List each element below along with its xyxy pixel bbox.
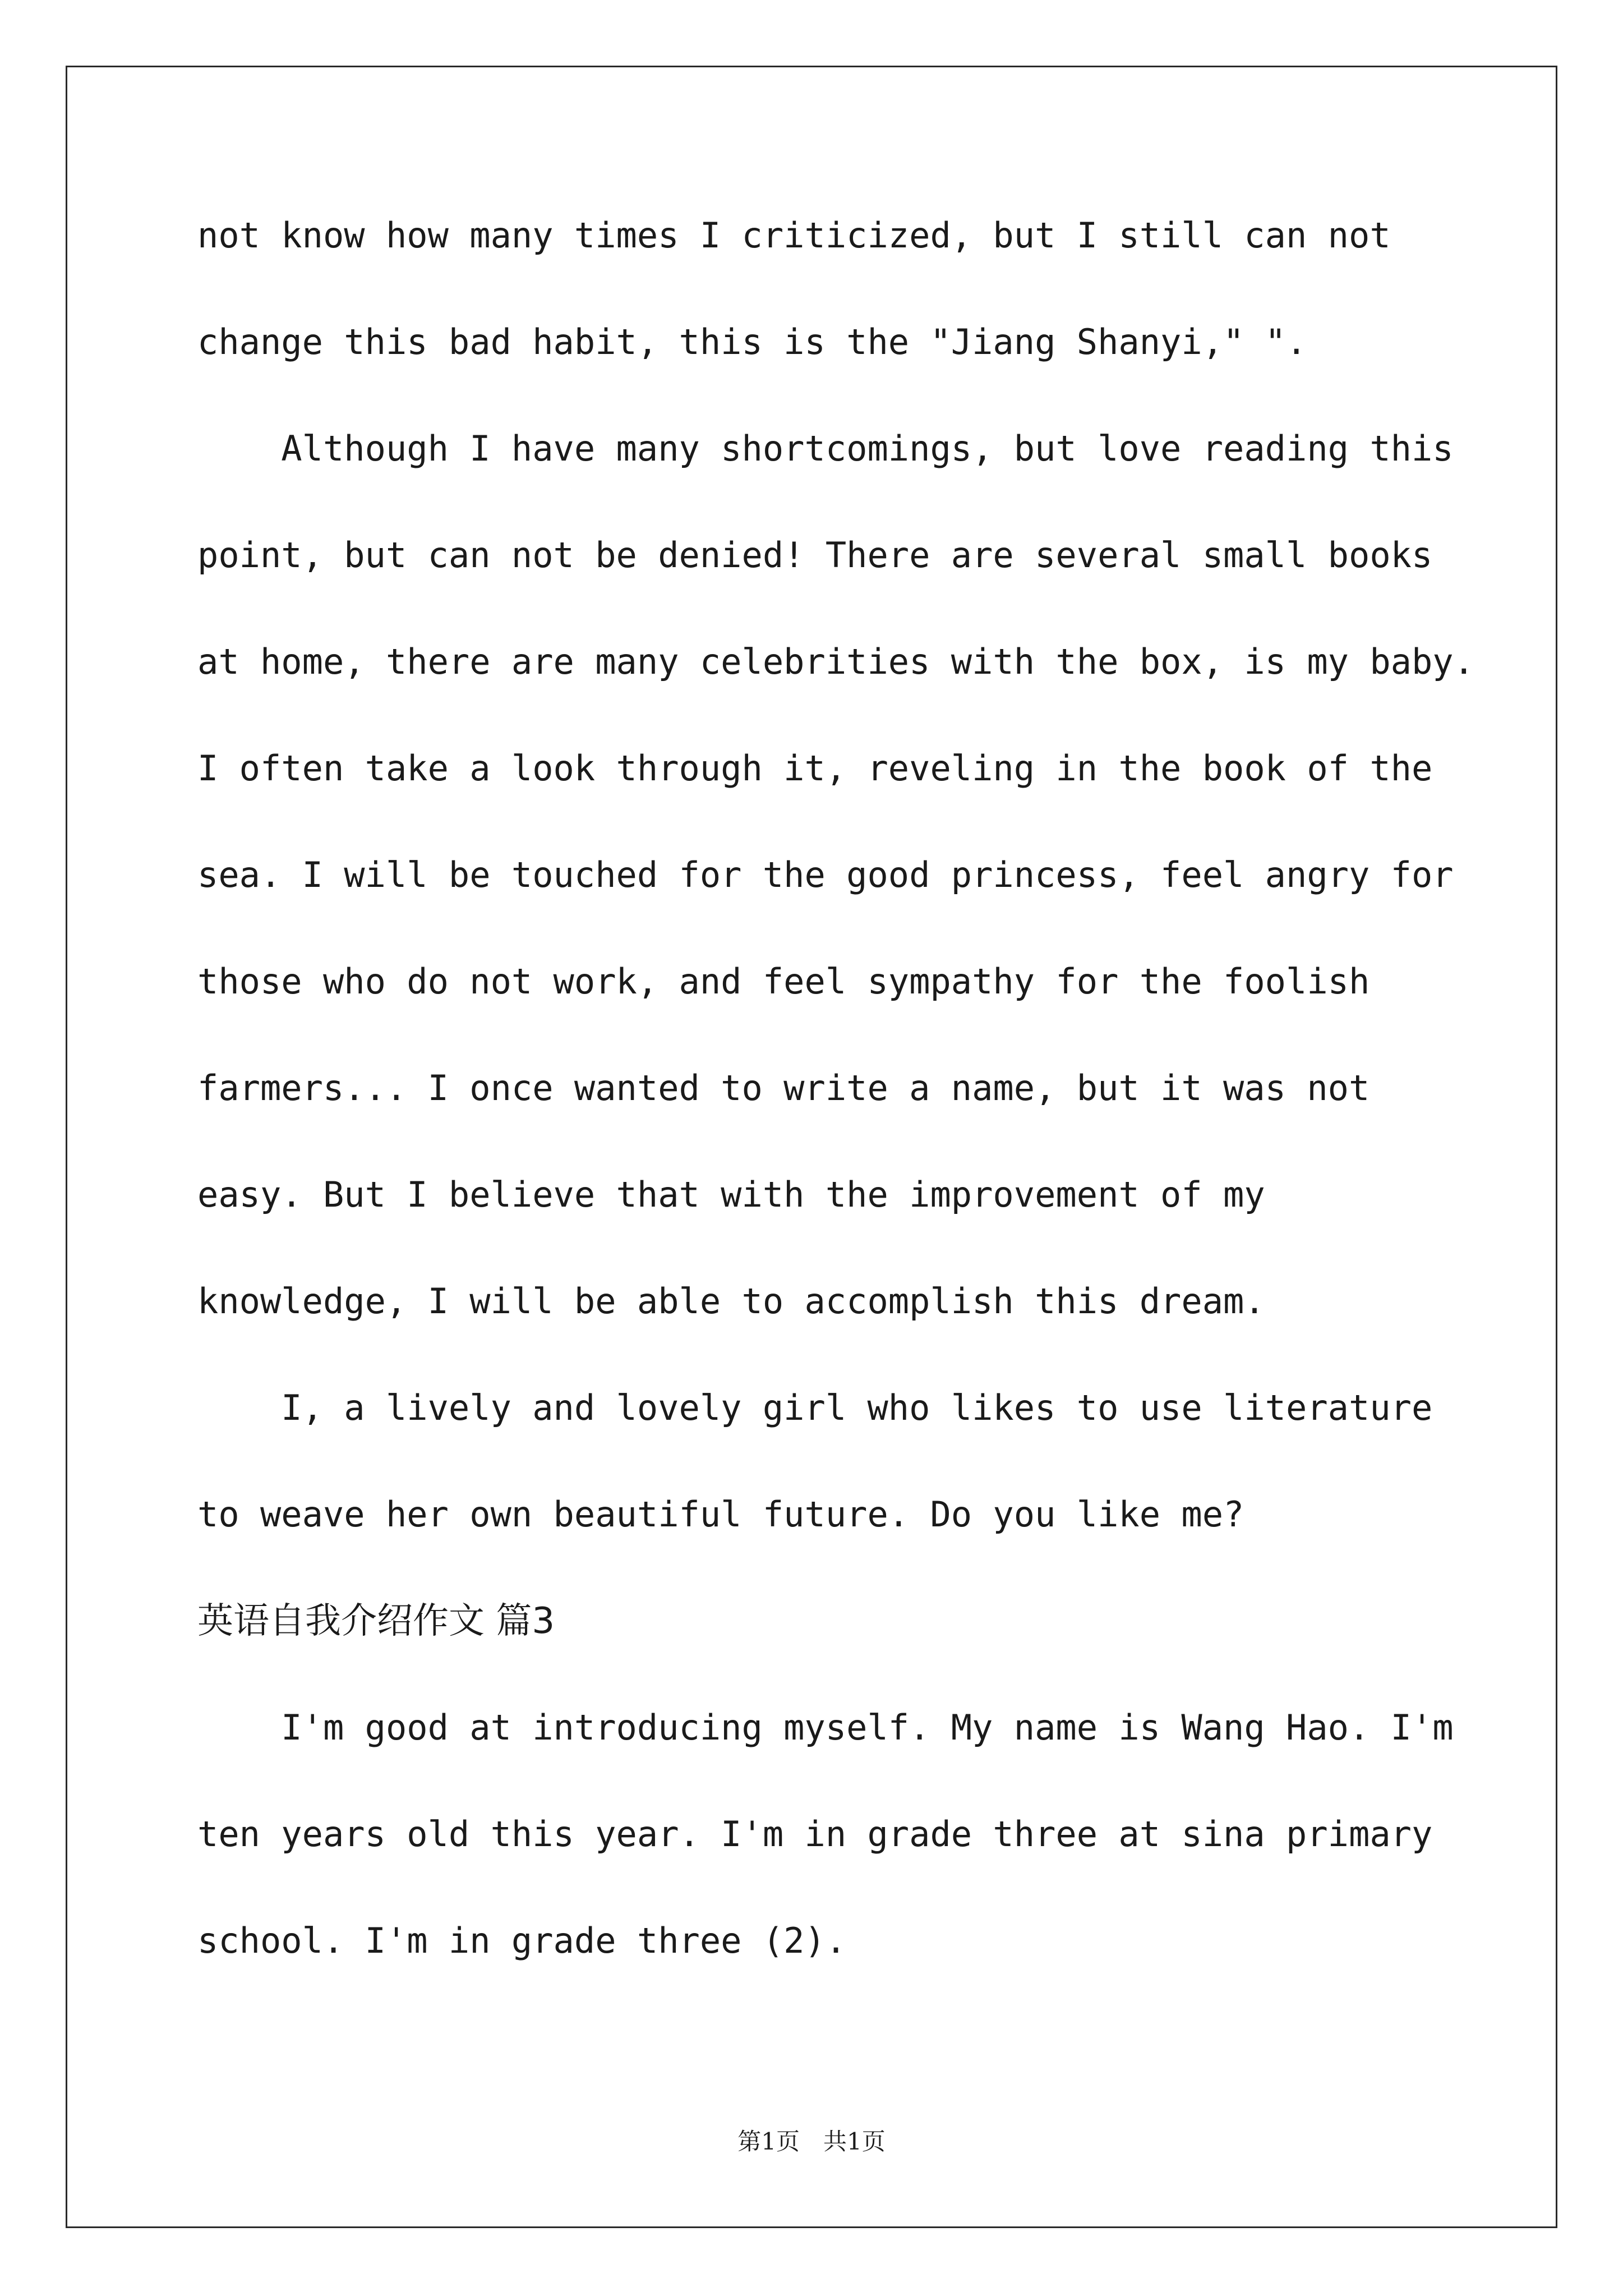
page-border xyxy=(66,66,1557,2228)
paragraph-start: I'm good at introducing myself. My name is Wang Hao. I'm xyxy=(197,1707,1454,1748)
text-line: easy. But I believe that with the improvement of my xyxy=(197,1174,1265,1215)
text-line: school. I'm in grade three (2). xyxy=(197,1920,847,1961)
text-line: at home, there are many celebrities with the box, is my baby. xyxy=(197,641,1474,682)
text-line: farmers... I once wanted to write a name, but it was not xyxy=(197,1068,1370,1108)
text-line: not know how many times I criticized, but I still can not xyxy=(197,215,1391,256)
paragraph-start: Although I have many shortcomings, but love reading this xyxy=(197,428,1454,469)
text-line: those who do not work, and feel sympathy for the foolish xyxy=(197,961,1370,1002)
text-line: to weave her own beautiful future. Do you like me? xyxy=(197,1494,1244,1535)
text-line: sea. I will be touched for the good princess, feel angry for xyxy=(197,854,1454,895)
section-heading: 英语自我介绍作文 篇3 xyxy=(197,1600,555,1642)
text-line: knowledge, I will be able to accomplish this dream. xyxy=(197,1281,1265,1322)
text-line: point, but can not be denied! There are several small books xyxy=(197,535,1433,576)
paragraph-start: I, a lively and lovely girl who likes to use literature xyxy=(197,1387,1433,1428)
text-line: ten years old this year. I'm in grade three at sina primary xyxy=(197,1814,1433,1855)
text-line: change this bad habit, this is the "Jiang Shanyi," ". xyxy=(197,321,1307,362)
page-footer: 第1页 共1页 xyxy=(737,2128,886,2155)
text-line: I often take a look through it, reveling in the book of the xyxy=(197,748,1433,789)
